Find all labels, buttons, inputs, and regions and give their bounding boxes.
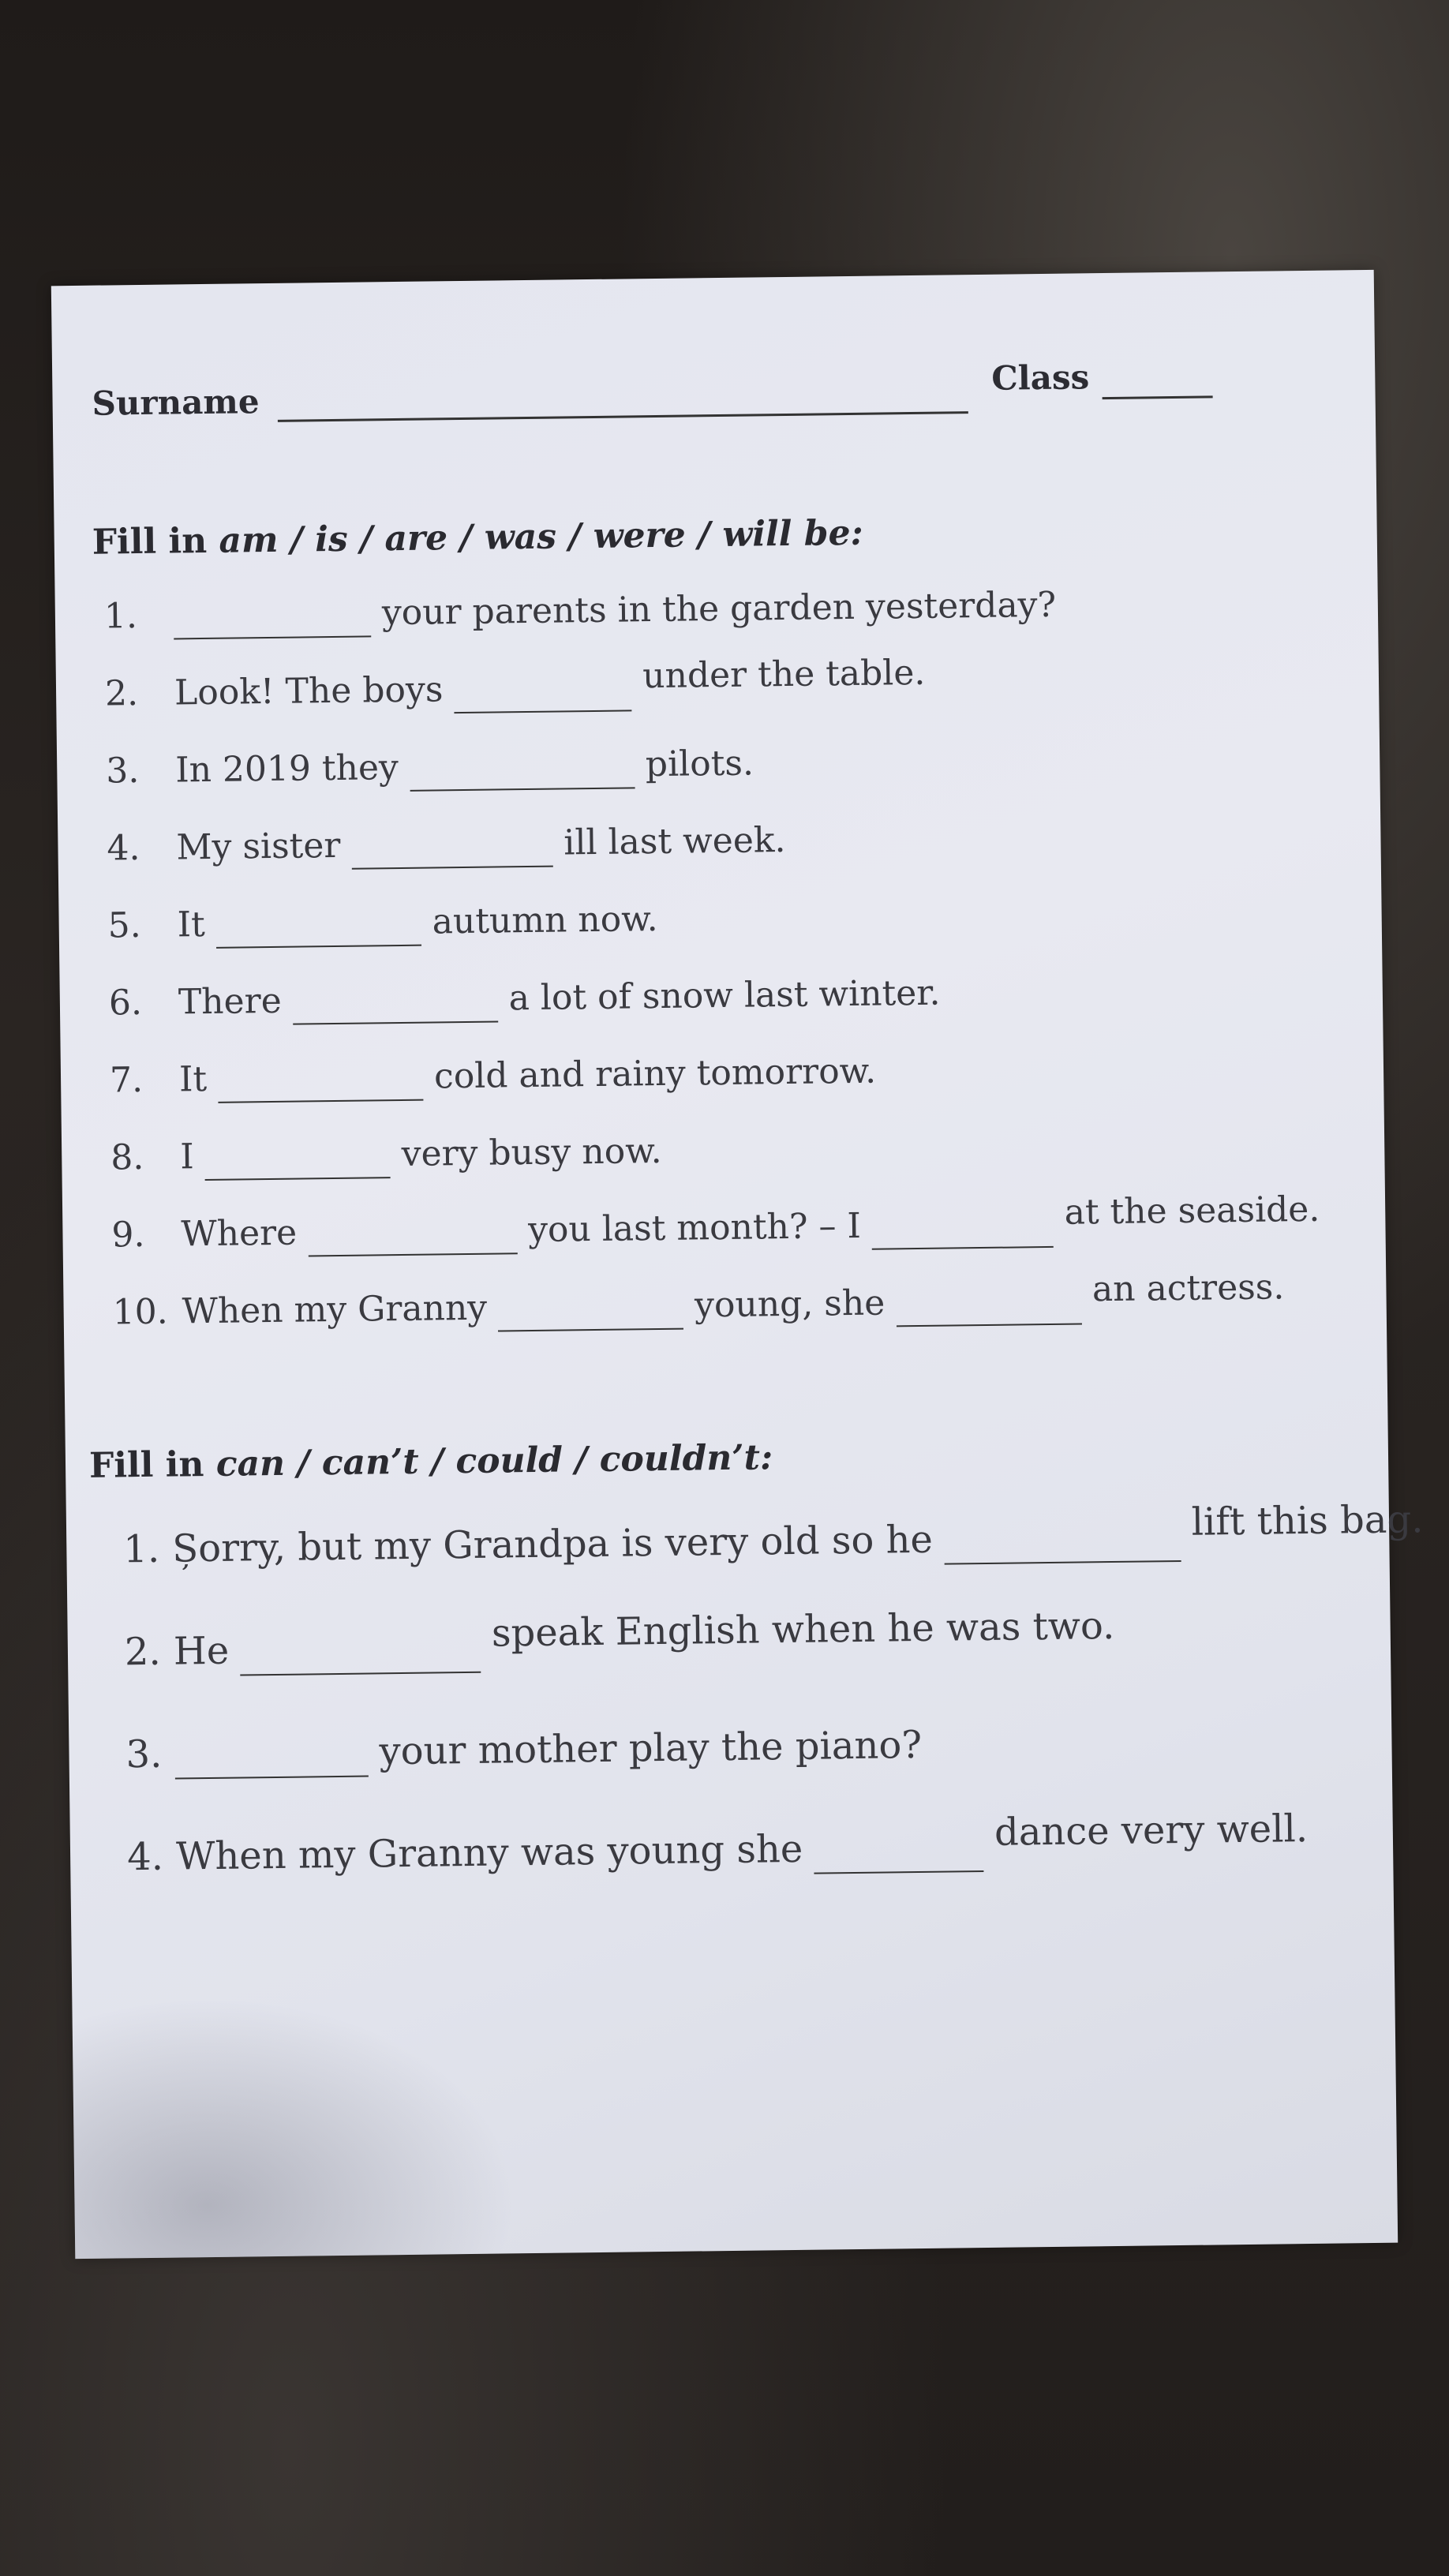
item-number: 8. xyxy=(110,1136,144,1178)
item-number: 3. xyxy=(125,1732,163,1777)
item-number: 4. xyxy=(107,828,140,869)
answer-blank xyxy=(454,667,632,713)
class-label: Class xyxy=(991,358,1090,398)
item-text-before: It xyxy=(177,904,206,945)
answer-blank xyxy=(308,1210,518,1256)
item-number: 5. xyxy=(107,905,141,946)
item-text-after: very busy now. xyxy=(401,1130,662,1174)
item-number: 1. xyxy=(123,1526,160,1572)
exercise1-item-2 xyxy=(104,652,1337,747)
item-text-before: Look! The boys xyxy=(174,669,444,713)
answer-blank xyxy=(498,1286,684,1332)
worksheet-page xyxy=(51,270,1424,2259)
item-text-after: autumn now. xyxy=(432,899,658,942)
answer-blank xyxy=(174,593,372,639)
item-text-after: a lot of snow last winter. xyxy=(508,972,941,1019)
item-text-before: He xyxy=(173,1628,230,1674)
exercise2-title xyxy=(89,1437,773,1486)
item-text-before: There xyxy=(178,980,282,1023)
answer-blank xyxy=(872,1204,1054,1250)
item-text-after: under the table. xyxy=(642,652,926,697)
item-text-before: My sister xyxy=(176,825,341,868)
item-text-before: Șorry, but my Grandpa is very old so he xyxy=(172,1517,934,1571)
exercise2-item-4 xyxy=(126,1807,1391,1935)
item-text-before: It xyxy=(178,1058,208,1100)
item-number: 3. xyxy=(105,751,140,792)
item-text-after: your parents in the garden yesterday? xyxy=(381,584,1057,634)
item-number: 10. xyxy=(112,1291,168,1333)
answer-blank xyxy=(240,1627,481,1676)
item-text-before: In 2019 they xyxy=(174,747,399,791)
item-number: 9. xyxy=(111,1214,145,1256)
exercise1-item-7 xyxy=(110,1042,1342,1134)
item-number: 2. xyxy=(124,1629,162,1675)
exercise1-item-4 xyxy=(107,810,1339,902)
item-text-before: Where xyxy=(181,1212,298,1255)
exercise2-item-2 xyxy=(124,1603,1388,1730)
answer-blank xyxy=(215,902,421,949)
item-text-after: your mother play the piano? xyxy=(379,1722,923,1774)
class-blank xyxy=(1103,395,1213,399)
answer-blank xyxy=(174,1732,369,1780)
item-text-after: an actress. xyxy=(1091,1267,1285,1310)
exercise1-title xyxy=(92,513,863,563)
answer-blank xyxy=(204,1134,391,1181)
item-text-after: speak English when he was two. xyxy=(491,1603,1115,1656)
answer-blank xyxy=(814,1826,984,1874)
exercise2-title-prefix: Fill in xyxy=(88,1443,217,1486)
item-text-after: cold and rainy tomorrow. xyxy=(433,1050,877,1097)
exercise1-item-10 xyxy=(112,1267,1344,1366)
item-text-after: at the seaside. xyxy=(1064,1189,1320,1233)
item-text-after: pilots. xyxy=(645,743,754,785)
item-text-before: I xyxy=(179,1136,194,1178)
item-text-middle: you last month? – I xyxy=(527,1205,862,1251)
exercise1-list xyxy=(104,578,1345,1366)
hand-shadow xyxy=(72,1993,517,2259)
answer-blank xyxy=(292,978,498,1024)
exercise1-title-prefix: Fill in xyxy=(92,520,219,563)
answer-blank xyxy=(896,1280,1082,1327)
answer-blank xyxy=(944,1516,1181,1565)
item-text-after: ill last week. xyxy=(564,820,786,863)
surname-label: Surname xyxy=(92,382,260,423)
exercise1-item-5 xyxy=(107,887,1339,979)
item-text-after: dance very well. xyxy=(994,1807,1309,1855)
item-text-middle: young, she xyxy=(694,1282,886,1326)
item-number: 6. xyxy=(108,982,143,1024)
answer-blank xyxy=(218,1057,424,1103)
item-number: 4. xyxy=(126,1834,164,1880)
answer-blank xyxy=(351,823,553,870)
surname-blank xyxy=(278,411,968,422)
item-text-after: lift this bag. xyxy=(1191,1497,1424,1544)
item-text-before: When my Granny was young she xyxy=(175,1826,803,1879)
item-number: 1. xyxy=(103,596,138,637)
exercise2-list xyxy=(123,1497,1424,1935)
answer-blank xyxy=(410,744,635,791)
exercise1-item-6 xyxy=(109,964,1341,1057)
item-number: 7. xyxy=(109,1059,144,1101)
item-number: 2. xyxy=(104,673,139,714)
item-text-before: When my Granny xyxy=(182,1287,488,1332)
header-row xyxy=(92,358,1292,432)
exercise1-title-options: am / is / are / was / were / will be: xyxy=(219,512,864,561)
exercise2-title-options: can / can’t / could / couldn’t: xyxy=(215,1437,773,1485)
exercise1-item-3 xyxy=(106,732,1338,825)
